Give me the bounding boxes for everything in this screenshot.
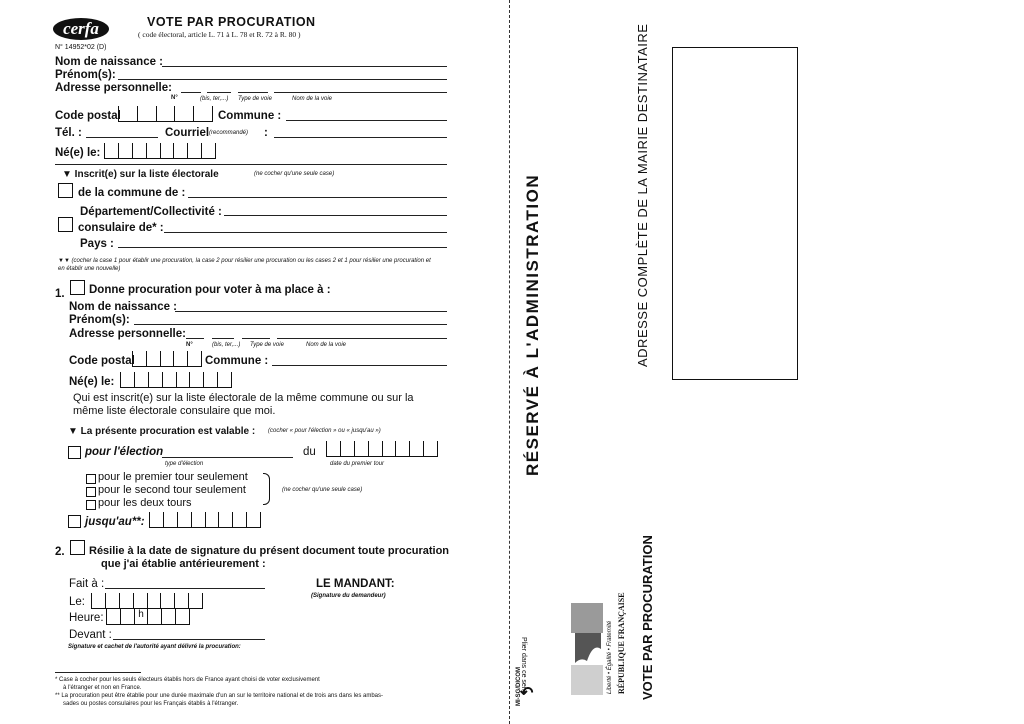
elector-addr-nom-hint: Nom de la voie	[292, 96, 333, 102]
elector-tel-field[interactable]	[86, 137, 158, 138]
proxy-addr-no-hint: N°	[186, 342, 193, 348]
elector-addr-no-field[interactable]	[181, 92, 201, 93]
premier-tour-date-cells[interactable]	[326, 441, 438, 457]
commune-de-field[interactable]	[188, 197, 447, 198]
jusquau-date-cells[interactable]	[149, 512, 261, 528]
proxy-ne-le-label: Né(e) le:	[69, 376, 115, 388]
proxy-addr-type-field[interactable]	[242, 338, 270, 339]
elector-courriel-label: Courriel	[165, 127, 210, 139]
footnote-2a: ** La procuration peut être établie pour une durée maximale d'un an sur le territoire national et de trois ans dans les ambas-	[55, 693, 384, 699]
type-election-hint: type d'élection	[165, 461, 204, 467]
marianne-motto: Liberté • Égalité • Fraternité	[607, 620, 613, 694]
proxy-commune-field[interactable]	[272, 365, 447, 366]
valable-note: (cocher « pour l'élection » ou « jusqu'au »)	[268, 428, 381, 434]
proxy-cp-label: Code postal	[69, 355, 135, 367]
cerfa-logo	[53, 18, 109, 40]
pour-election-checkbox[interactable]	[68, 446, 81, 459]
proxy-addr-type-hint: Type de voie	[250, 342, 284, 348]
section1-number: 1.	[55, 288, 65, 300]
inscrit-note: (ne cocher qu'une seule case)	[254, 171, 335, 177]
address-box[interactable]	[672, 47, 798, 380]
devant-label: Devant :	[69, 629, 112, 641]
footnote-1b: à l'étranger et non en France.	[63, 685, 142, 691]
footnote-2b: sades ou postes consulaires pour les Français établis à l'étranger.	[63, 701, 239, 707]
date-premier-tour-hint: date du premier tour	[330, 461, 385, 467]
proxy-prenom-field[interactable]	[134, 324, 447, 325]
section2-number: 2.	[55, 546, 65, 558]
commune-de-label: de la commune de :	[78, 187, 186, 199]
separator	[55, 164, 447, 165]
fold-line	[509, 0, 510, 724]
marianne-icon	[571, 603, 603, 695]
elector-addr-nom-field[interactable]	[274, 92, 447, 93]
form-subtitle: ( code électoral, article L. 71 à L. 78 et R. 72 à R. 80 )	[138, 30, 301, 39]
elector-courriel-field[interactable]	[274, 137, 447, 138]
fold-arrow-icon: ↶	[520, 685, 534, 702]
proxy-addr-bis-field[interactable]	[212, 338, 234, 339]
section2-line1: Résilie à la date de signature du présent document toute procuration	[89, 545, 450, 557]
elector-dob-cells[interactable]	[104, 143, 216, 159]
inscrit-instructions: ▼▼ (cocher la case 1 pour établir une procuration, la case 2 pour résilier une procuration ou les cases 2 et 1 pour résilier une procuration et en établir une nouvelle)	[58, 258, 431, 272]
cerfa-logo-text: cerfa	[63, 19, 99, 38]
elector-nom-field[interactable]	[162, 66, 447, 67]
elector-adresse-label: Adresse personnelle:	[55, 82, 172, 94]
du-label: du	[303, 446, 316, 458]
republique-francaise: RÉPUBLIQUE FRANÇAISE	[617, 592, 626, 694]
pays-field[interactable]	[118, 247, 447, 248]
proxy-dob-cells[interactable]	[120, 372, 232, 388]
tour3-checkbox[interactable]	[86, 500, 96, 510]
departement-field[interactable]	[224, 215, 447, 216]
pays-label: Pays :	[80, 238, 114, 250]
proxy-addr-nom-field[interactable]	[277, 338, 447, 339]
qui-est-line1: Qui est inscrit(e) sur la liste électorale de la même commune ou sur la	[73, 392, 414, 404]
section2-checkbox[interactable]	[70, 540, 85, 555]
section1-heading: Donne procuration pour voter à ma place à :	[89, 284, 331, 296]
tour-note: (ne cocher qu'une seule case)	[282, 487, 363, 493]
devant-field[interactable]	[113, 639, 265, 640]
type-election-field[interactable]	[162, 457, 293, 458]
adresse-mairie-label: ADRESSE COMPLÈTE DE LA MAIRIE DESTINATAIRE	[635, 23, 650, 367]
elector-addr-type-field[interactable]	[238, 92, 268, 93]
proxy-adresse-label: Adresse personnelle:	[69, 328, 186, 340]
marianne-logo	[571, 603, 603, 695]
proxy-addr-no-field[interactable]	[186, 338, 204, 339]
inscrit-heading: ▼ Inscrit(e) sur la liste électorale	[62, 169, 219, 180]
proxy-commune-label: Commune :	[205, 355, 269, 367]
elector-commune-field[interactable]	[286, 120, 447, 121]
proxy-nom-label: Nom de naissance :	[69, 301, 178, 313]
jusquau-label: jusqu'au**:	[85, 516, 145, 528]
proxy-nom-field[interactable]	[175, 311, 447, 312]
pour-election-label: pour l'élection	[85, 446, 164, 458]
dicom-code: MI-SG/DICOM	[516, 667, 522, 706]
elector-addr-no-hint: N°	[171, 95, 178, 101]
plier-label: Plier dans ce sens	[520, 637, 527, 695]
elector-tel-label: Tél. :	[55, 127, 82, 139]
consulaire-checkbox[interactable]	[58, 217, 73, 232]
footnote-rule	[55, 672, 141, 673]
proxy-cp-cells[interactable]	[132, 351, 202, 367]
elector-prenom-label: Prénom(s):	[55, 69, 116, 81]
jusquau-checkbox[interactable]	[68, 515, 81, 528]
elector-nom-label: Nom de naissance :	[55, 56, 164, 68]
tour2-checkbox[interactable]	[86, 487, 96, 497]
consulaire-label: consulaire de* :	[78, 222, 164, 234]
valable-heading: ▼ La présente procuration est valable :	[68, 426, 256, 437]
form-title: VOTE PAR PROCURATION	[147, 15, 316, 29]
heure-label: Heure:	[69, 612, 104, 624]
heure-h: h	[134, 609, 148, 624]
departement-label: Département/Collectivité :	[80, 206, 222, 218]
form-number: N° 14952*02 (D)	[55, 44, 107, 51]
tour1-label: pour le premier tour seulement	[98, 471, 248, 483]
elector-addr-bis-hint: (bis, ter,...)	[200, 96, 229, 102]
elector-cp-cells[interactable]	[118, 106, 213, 122]
tour1-checkbox[interactable]	[86, 474, 96, 484]
footnote-1a: * Case à cocher pour les seuls électeurs établis hors de France ayant choisi de voter exclusivement	[55, 677, 320, 683]
elector-cp-label: Code postal	[55, 110, 121, 122]
commune-checkbox[interactable]	[58, 183, 73, 198]
heure-cells[interactable]	[106, 609, 190, 625]
elector-addr-type-hint: Type de voie	[238, 96, 272, 102]
tour2-label: pour le second tour seulement	[98, 484, 246, 496]
signature-date-cells[interactable]	[91, 593, 203, 609]
elector-recommande-hint: (recommandé)	[209, 130, 249, 136]
cachet-label: Signature et cachet de l'autorité ayant délivré la procuration:	[68, 644, 241, 650]
elector-prenom-field[interactable]	[118, 79, 447, 80]
elector-courriel-colon: :	[264, 127, 268, 139]
elector-ne-le-label: Né(e) le:	[55, 147, 101, 159]
fait-a-label: Fait à :	[69, 578, 105, 590]
proxy-addr-nom-hint: Nom de la voie	[306, 342, 347, 348]
fait-a-field[interactable]	[105, 588, 265, 589]
reserve-administration: RÉSERVÉ À L'ADMINISTRATION	[523, 173, 542, 476]
vote-par-procuration-vertical: VOTE PAR PROCURATION	[640, 535, 655, 700]
tour-brace	[263, 473, 270, 505]
section2-line2: que j'ai établie antérieurement :	[101, 558, 266, 570]
tour3-label: pour les deux tours	[98, 497, 192, 509]
mandant-label: LE MANDANT:	[316, 578, 395, 590]
mandant-sub: (Signature du demandeur)	[311, 593, 386, 599]
le-label: Le:	[69, 596, 85, 608]
proxy-prenom-label: Prénom(s):	[69, 314, 130, 326]
elector-addr-bis-field[interactable]	[207, 92, 231, 93]
consulaire-field[interactable]	[164, 232, 447, 233]
elector-commune-label: Commune :	[218, 110, 282, 122]
section1-checkbox[interactable]	[70, 280, 85, 295]
qui-est-line2: même liste électorale consulaire que moi.	[73, 405, 276, 417]
proxy-addr-bis-hint: (bis, ter,...)	[212, 342, 241, 348]
